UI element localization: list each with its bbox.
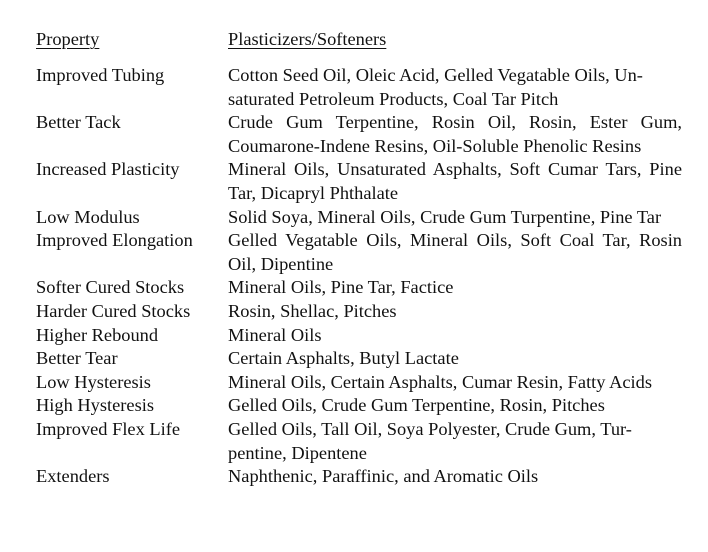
table-row	[36, 324, 684, 348]
row-value: Mineral Oils, Unsaturated Asphalts, Soft Cumar Tars, Pine Tar, Dicapryl Phthalate	[228, 159, 682, 203]
row-value: Gelled Vegatable Oils, Mineral Oils, Soft Coal Tar, Rosin Oil, Dipentine	[228, 230, 682, 274]
table-row	[36, 229, 684, 276]
row-property: Higher Rebound	[36, 324, 159, 345]
row-value: Cotton Seed Oil, Oleic Acid, Gelled Vegatable Oils, Un- saturated Petroleum Products, Coal Tar Pitch	[228, 65, 643, 109]
table-row	[36, 371, 684, 395]
table-header	[36, 28, 684, 52]
table-row	[36, 111, 684, 158]
table-row	[36, 276, 684, 300]
row-value: Mineral Oils, Certain Asphalts, Cumar Resin, Fatty Acids	[228, 371, 652, 392]
row-value: Solid Soya, Mineral Oils, Crude Gum Turpentine, Pine Tar	[228, 206, 662, 227]
row-value: Mineral Oils	[228, 324, 322, 345]
row-property: High Hysteresis	[36, 395, 154, 416]
row-value: Crude Gum Terpentine, Rosin Oil, Rosin, Ester Gum, Coumarone-Indene Resins, Oil-Soluble Phenolic Resins	[228, 112, 682, 156]
plasticizer-table	[36, 28, 684, 489]
table-row	[36, 465, 684, 489]
row-property: Harder Cured Stocks	[36, 300, 191, 321]
row-property: Extenders	[36, 466, 110, 487]
row-value: Mineral Oils, Pine Tar, Factice	[228, 277, 454, 298]
row-property: Improved Tubing	[36, 65, 165, 85]
row-property: Better Tear	[36, 348, 118, 369]
table-row	[36, 206, 684, 230]
table-row	[36, 347, 684, 371]
row-value: Certain Asphalts, Butyl Lactate	[228, 348, 459, 369]
row-property: Increased Plasticity	[36, 159, 180, 180]
header-property: Property	[36, 29, 100, 49]
table-row	[36, 158, 684, 205]
row-property: Better Tack	[36, 112, 121, 133]
table-row	[36, 394, 684, 418]
row-property: Low Hysteresis	[36, 371, 151, 392]
row-property: Softer Cured Stocks	[36, 277, 185, 298]
table-row	[36, 418, 684, 465]
row-property: Improved Flex Life	[36, 418, 181, 439]
header-plasticizers: Plasticizers/Softeners	[228, 29, 387, 49]
row-value: Rosin, Shellac, Pitches	[228, 300, 397, 321]
row-property: Improved Elongation	[36, 230, 193, 251]
row-property: Low Modulus	[36, 206, 140, 227]
row-value: Gelled Oils, Tall Oil, Soya Polyester, Crude Gum, Tur- pentine, Dipentene	[228, 418, 632, 463]
table-row	[36, 64, 684, 111]
table-row	[36, 300, 684, 324]
row-value: Naphthenic, Paraffinic, and Aromatic Oils	[228, 466, 539, 487]
row-value: Gelled Oils, Crude Gum Terpentine, Rosin, Pitches	[228, 395, 605, 416]
